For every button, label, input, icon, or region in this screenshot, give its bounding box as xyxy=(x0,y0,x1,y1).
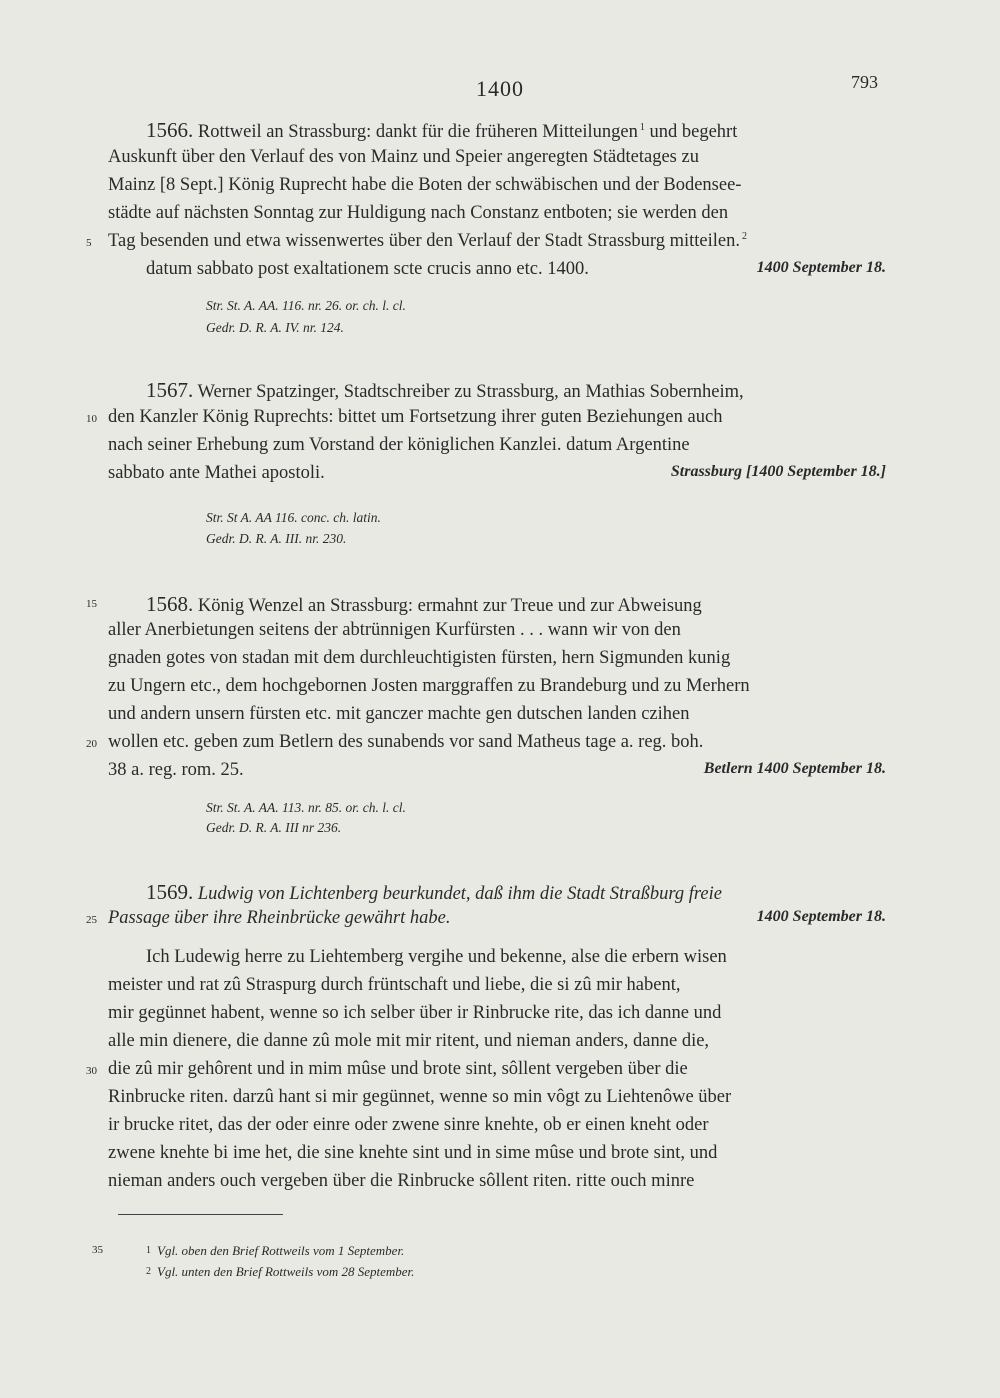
line-number: 35 xyxy=(92,1244,103,1256)
dating-text: datum sabbato post exaltationem scte crucis anno etc. 1400. xyxy=(146,259,589,279)
text-line xyxy=(0,231,1000,261)
footnote-mark: 2 xyxy=(146,1266,151,1277)
text-line xyxy=(0,203,1000,233)
regest-text: Auskunft über den Verlauf des von Mainz und Speier angeregten Städtetages zu xyxy=(108,147,699,167)
regest-text: Passage über ihre Rheinbrücke gewährt habe. xyxy=(108,908,451,928)
regest-text: Mainz [8 Sept.] König Ruprecht habe die Boten der schwäbischen und der Bodensee- xyxy=(108,175,742,195)
document-text: nieman anders ouch vergeben über die Rinbrucke sôllent riten. ritte ouch minre xyxy=(108,1171,695,1191)
document-text: und andern unsern fürsten etc. mit ganczer machte gen dutschen landen czihen xyxy=(108,704,690,724)
text-line xyxy=(0,648,1000,678)
regest-text: König Wenzel an Strassburg: ermahnt zur Treue und zur Abweisung xyxy=(197,596,702,616)
text-line xyxy=(0,1143,1000,1173)
footnote-text: Vgl. oben den Brief Rottweils vom 1 September. xyxy=(157,1243,405,1258)
text-line xyxy=(0,620,1000,650)
source-note: Gedr. D. R. A. III nr 236. xyxy=(206,820,342,835)
text-line xyxy=(0,676,1000,706)
text-line xyxy=(0,880,1000,910)
source-note: Gedr. D. R. A. III. nr. 230. xyxy=(206,531,347,546)
text-line xyxy=(0,463,1000,493)
text-line xyxy=(0,407,1000,437)
text-line xyxy=(0,147,1000,177)
document-text: aller Anerbietungen seitens der abtrünnigen Kurfürsten . . . wann wir von den xyxy=(108,620,681,640)
dating-text: sabbato ante Mathei apostoli. xyxy=(108,463,325,483)
text-line xyxy=(0,732,1000,762)
regest-text: den Kanzler König Ruprechts: bittet um Fortsetzung ihrer guten Beziehungen auch xyxy=(108,407,723,427)
text-line xyxy=(0,704,1000,734)
entry-number: 1567. xyxy=(146,378,194,402)
regest-text: Tag besenden und etwa wissenwertes über den Verlauf der Stadt Strassburg mitteilen. xyxy=(108,231,740,251)
footnote-mark: 1 xyxy=(146,1245,151,1256)
regest-text: und begehrt xyxy=(644,122,738,142)
text-line xyxy=(0,947,1000,977)
regest-text: Ludwig von Lichtenberg beurkundet, daß ihm die Stadt Straßburg freie xyxy=(197,884,722,904)
document-text: die zû mir gehôrent und in mim mûse und brote sint, sôllent vergeben über die xyxy=(108,1059,688,1079)
entry-number: 1566. xyxy=(146,118,194,142)
footnote-ref: 2 xyxy=(742,231,747,242)
page-number: 793 xyxy=(851,72,878,92)
text-line xyxy=(0,1003,1000,1033)
date-line: Betlern 1400 September 18. xyxy=(703,760,886,777)
text-line xyxy=(0,592,1000,622)
running-header-year: 1400 xyxy=(476,76,524,101)
entry-number: 1568. xyxy=(146,592,194,616)
document-text: wollen etc. geben zum Betlern des sunabends vor sand Matheus tage a. reg. boh. xyxy=(108,732,704,752)
text-line xyxy=(0,760,1000,790)
text-line xyxy=(0,908,1000,938)
text-line xyxy=(0,175,1000,205)
footnote xyxy=(146,1264,414,1280)
text-line xyxy=(0,118,1000,148)
document-text: Ich Ludewig herre zu Liehtemberg vergihe und bekenne, alse die erbern wisen xyxy=(146,947,727,967)
document-text: zu Ungern etc., dem hochgebornen Josten marggraffen zu Brandeburg und zu Merhern xyxy=(108,676,750,696)
document-text: ir brucke ritet, das der oder einre oder zwene sinre knehte, ob er einen kneht oder xyxy=(108,1115,709,1135)
regest-text: städte auf nächsten Sonntag zur Huldigung nach Constanz entboten; sie werden den xyxy=(108,203,729,223)
entry-number: 1569. xyxy=(146,880,194,904)
document-text: alle min dienere, die danne zû mole mit mir ritent, und nieman anders, danne die, xyxy=(108,1031,710,1051)
text-line xyxy=(0,1031,1000,1061)
text-line xyxy=(0,975,1000,1005)
document-text: gnaden gotes von stadan mit dem durchleuchtigisten fürsten, hern Sigmunden kunig xyxy=(108,648,731,668)
line-number: 30 xyxy=(86,1065,97,1077)
text-line xyxy=(0,378,1000,408)
footnote-ref: 1 xyxy=(639,122,645,133)
source-note: Str. St A. AA 116. conc. ch. latin. xyxy=(206,510,381,525)
text-line xyxy=(0,1087,1000,1117)
date-line: Strassburg [1400 September 18.] xyxy=(670,463,886,480)
dating-text: 38 a. reg. rom. 25. xyxy=(108,760,244,780)
line-number: 5 xyxy=(86,237,92,249)
text-line xyxy=(0,1171,1000,1201)
footnote xyxy=(146,1243,404,1259)
document-text: meister und rat zû Straspurg durch früntschaft und liebe, die si zû mir habent, xyxy=(108,975,681,995)
text-line xyxy=(0,1059,1000,1089)
regest-text: Werner Spatzinger, Stadtschreiber zu Strassburg, an Mathias Sobernheim, xyxy=(197,382,744,402)
footnote-divider xyxy=(118,1214,283,1215)
line-number: 20 xyxy=(86,738,97,750)
document-text: mir gegünnet habent, wenne so ich selber über ir Rinbrucke rite, das ich danne und xyxy=(108,1003,722,1023)
document-text: zwene knehte bi ime het, die sine knehte sint und in sime mûse und brote sint, und xyxy=(108,1143,718,1163)
text-line xyxy=(0,435,1000,465)
source-note: Gedr. D. R. A. IV. nr. 124. xyxy=(206,320,344,335)
date-line: 1400 September 18. xyxy=(756,259,886,276)
date-line: 1400 September 18. xyxy=(756,908,886,925)
regest-text: Rottweil an Strassburg: dankt für die früheren Mitteilungen xyxy=(197,122,638,142)
line-number: 15 xyxy=(86,598,97,610)
text-line xyxy=(0,259,1000,289)
source-note: Str. St. A. AA. 116. nr. 26. or. ch. l. cl. xyxy=(206,298,406,313)
text-line xyxy=(0,1115,1000,1145)
line-number: 10 xyxy=(86,413,97,425)
document-text: Rinbrucke riten. darzû hant si mir gegünnet, wenne so min vôgt zu Liehtenôwe über xyxy=(108,1087,732,1107)
source-note: Str. St. A. AA. 113. nr. 85. or. ch. l. cl. xyxy=(206,800,406,815)
line-number: 25 xyxy=(86,914,97,926)
regest-text: nach seiner Erhebung zum Vorstand der königlichen Kanzlei. datum Argentine xyxy=(108,435,690,455)
footnote-text: Vgl. unten den Brief Rottweils vom 28 September. xyxy=(157,1264,415,1279)
